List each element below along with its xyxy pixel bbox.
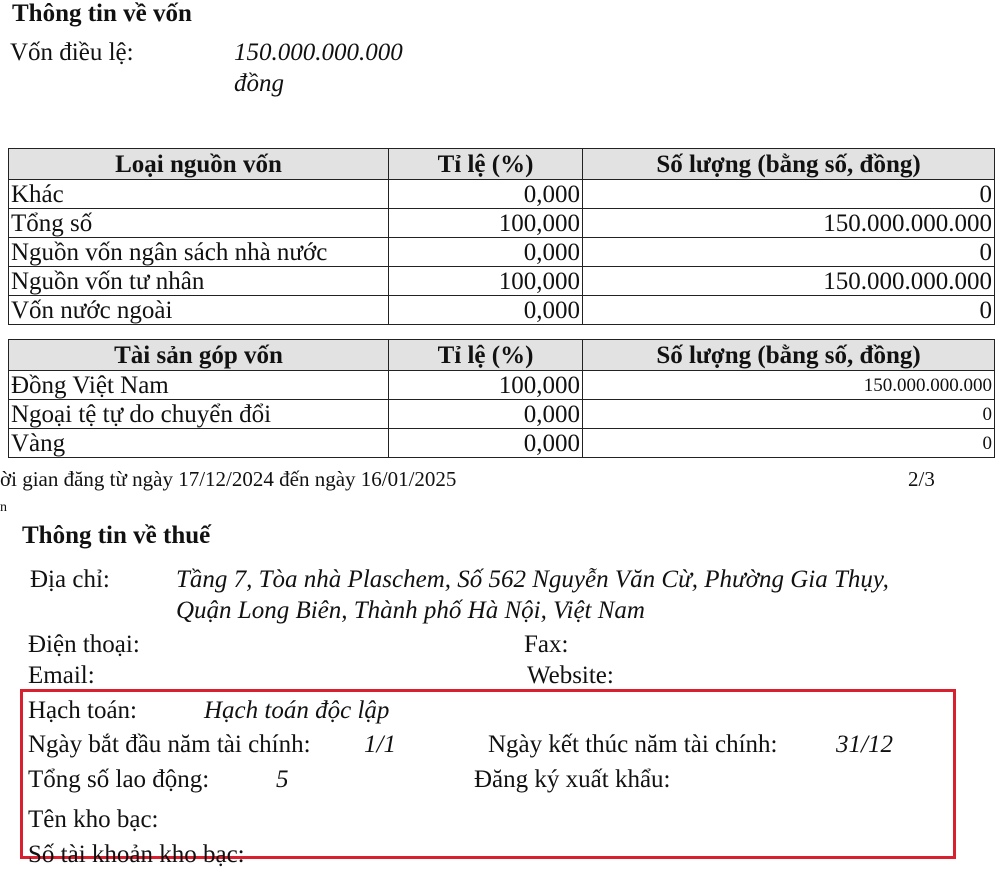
column-header: Tỉ lệ (%): [389, 149, 583, 180]
table-row: [9, 180, 995, 209]
asset-amount: 150.000.000.000: [583, 371, 995, 400]
publication-period: ời gian đăng từ ngày 17/12/2024 đến ngày 16/01/2025: [0, 467, 457, 491]
treasury-name-label: Tên kho bạc:: [28, 806, 159, 833]
capital-sources-table: [8, 148, 995, 325]
fiscal-year-start-value: 1/1: [364, 731, 396, 758]
charter-capital-label: Vốn điều lệ:: [10, 39, 134, 66]
export-registration-label: Đăng ký xuất khẩu:: [474, 766, 671, 793]
labor-count-label: Tổng số lao động:: [28, 766, 210, 793]
capital-title: Thông tin về vốn: [12, 0, 192, 27]
source-name: Nguồn vốn tư nhân: [9, 267, 389, 296]
address-label: Địa chỉ:: [30, 566, 110, 593]
asset-amount: 0: [583, 429, 995, 458]
charter-capital-amount: 150.000.000.000: [234, 39, 403, 66]
source-name: Nguồn vốn ngân sách nhà nước: [9, 238, 389, 267]
treasury-account-label: Số tài khoản kho bạc:: [28, 841, 245, 868]
page-number: 2/3: [908, 467, 935, 491]
phone-label: Điện thoại:: [28, 631, 140, 658]
tax-title: Thông tin về thuế: [22, 522, 211, 549]
source-amount: 0: [583, 296, 995, 325]
accounting-value: Hạch toán độc lập: [204, 697, 390, 724]
table-header-row: [9, 149, 995, 180]
source-name: Tổng số: [9, 209, 389, 238]
column-header: Số lượng (bằng số, đồng): [583, 149, 995, 180]
fiscal-year-end-label: Ngày kết thúc năm tài chính:: [488, 731, 778, 758]
source-amount: 0: [583, 180, 995, 209]
address-line-1: Tầng 7, Tòa nhà Plaschem, Số 562 Nguyễn Văn Cừ, Phường Gia Thụy,: [176, 566, 889, 593]
table-row: [9, 371, 995, 400]
stray-character: n: [0, 500, 7, 515]
source-amount: 0: [583, 238, 995, 267]
asset-name: Ngoại tệ tự do chuyển đổi: [9, 400, 389, 429]
accounting-label: Hạch toán:: [28, 697, 137, 724]
source-ratio: 100,000: [389, 209, 583, 238]
column-header: Tỉ lệ (%): [389, 340, 583, 371]
website-label: Website:: [527, 662, 614, 689]
table-row: [9, 238, 995, 267]
source-amount: 150.000.000.000: [583, 267, 995, 296]
source-name: Vốn nước ngoài: [9, 296, 389, 325]
contributed-assets-table: [8, 339, 995, 458]
address-line-2: Quận Long Biên, Thành phố Hà Nội, Việt Nam: [176, 597, 645, 624]
table-header-row: [9, 340, 995, 371]
column-header: Loại nguồn vốn: [9, 149, 389, 180]
column-header: Số lượng (bằng số, đồng): [583, 340, 995, 371]
column-header: Tài sản góp vốn: [9, 340, 389, 371]
fiscal-year-start-label: Ngày bắt đầu năm tài chính:: [28, 731, 311, 758]
source-ratio: 100,000: [389, 267, 583, 296]
source-ratio: 0,000: [389, 296, 583, 325]
table-row: [9, 429, 995, 458]
email-label: Email:: [28, 662, 95, 689]
table-row: [9, 267, 995, 296]
source-ratio: 0,000: [389, 180, 583, 209]
charter-capital-unit: đồng: [234, 70, 284, 97]
table-row: [9, 209, 995, 238]
table-row: [9, 400, 995, 429]
asset-name: Vàng: [9, 429, 389, 458]
table-row: [9, 296, 995, 325]
source-ratio: 0,000: [389, 238, 583, 267]
fiscal-year-end-value: 31/12: [836, 731, 893, 758]
source-amount: 150.000.000.000: [583, 209, 995, 238]
source-name: Khác: [9, 180, 389, 209]
asset-name: Đồng Việt Nam: [9, 371, 389, 400]
asset-amount: 0: [583, 400, 995, 429]
asset-ratio: 0,000: [389, 429, 583, 458]
asset-ratio: 100,000: [389, 371, 583, 400]
labor-count-value: 5: [276, 766, 289, 793]
fax-label: Fax:: [524, 631, 569, 658]
asset-ratio: 0,000: [389, 400, 583, 429]
